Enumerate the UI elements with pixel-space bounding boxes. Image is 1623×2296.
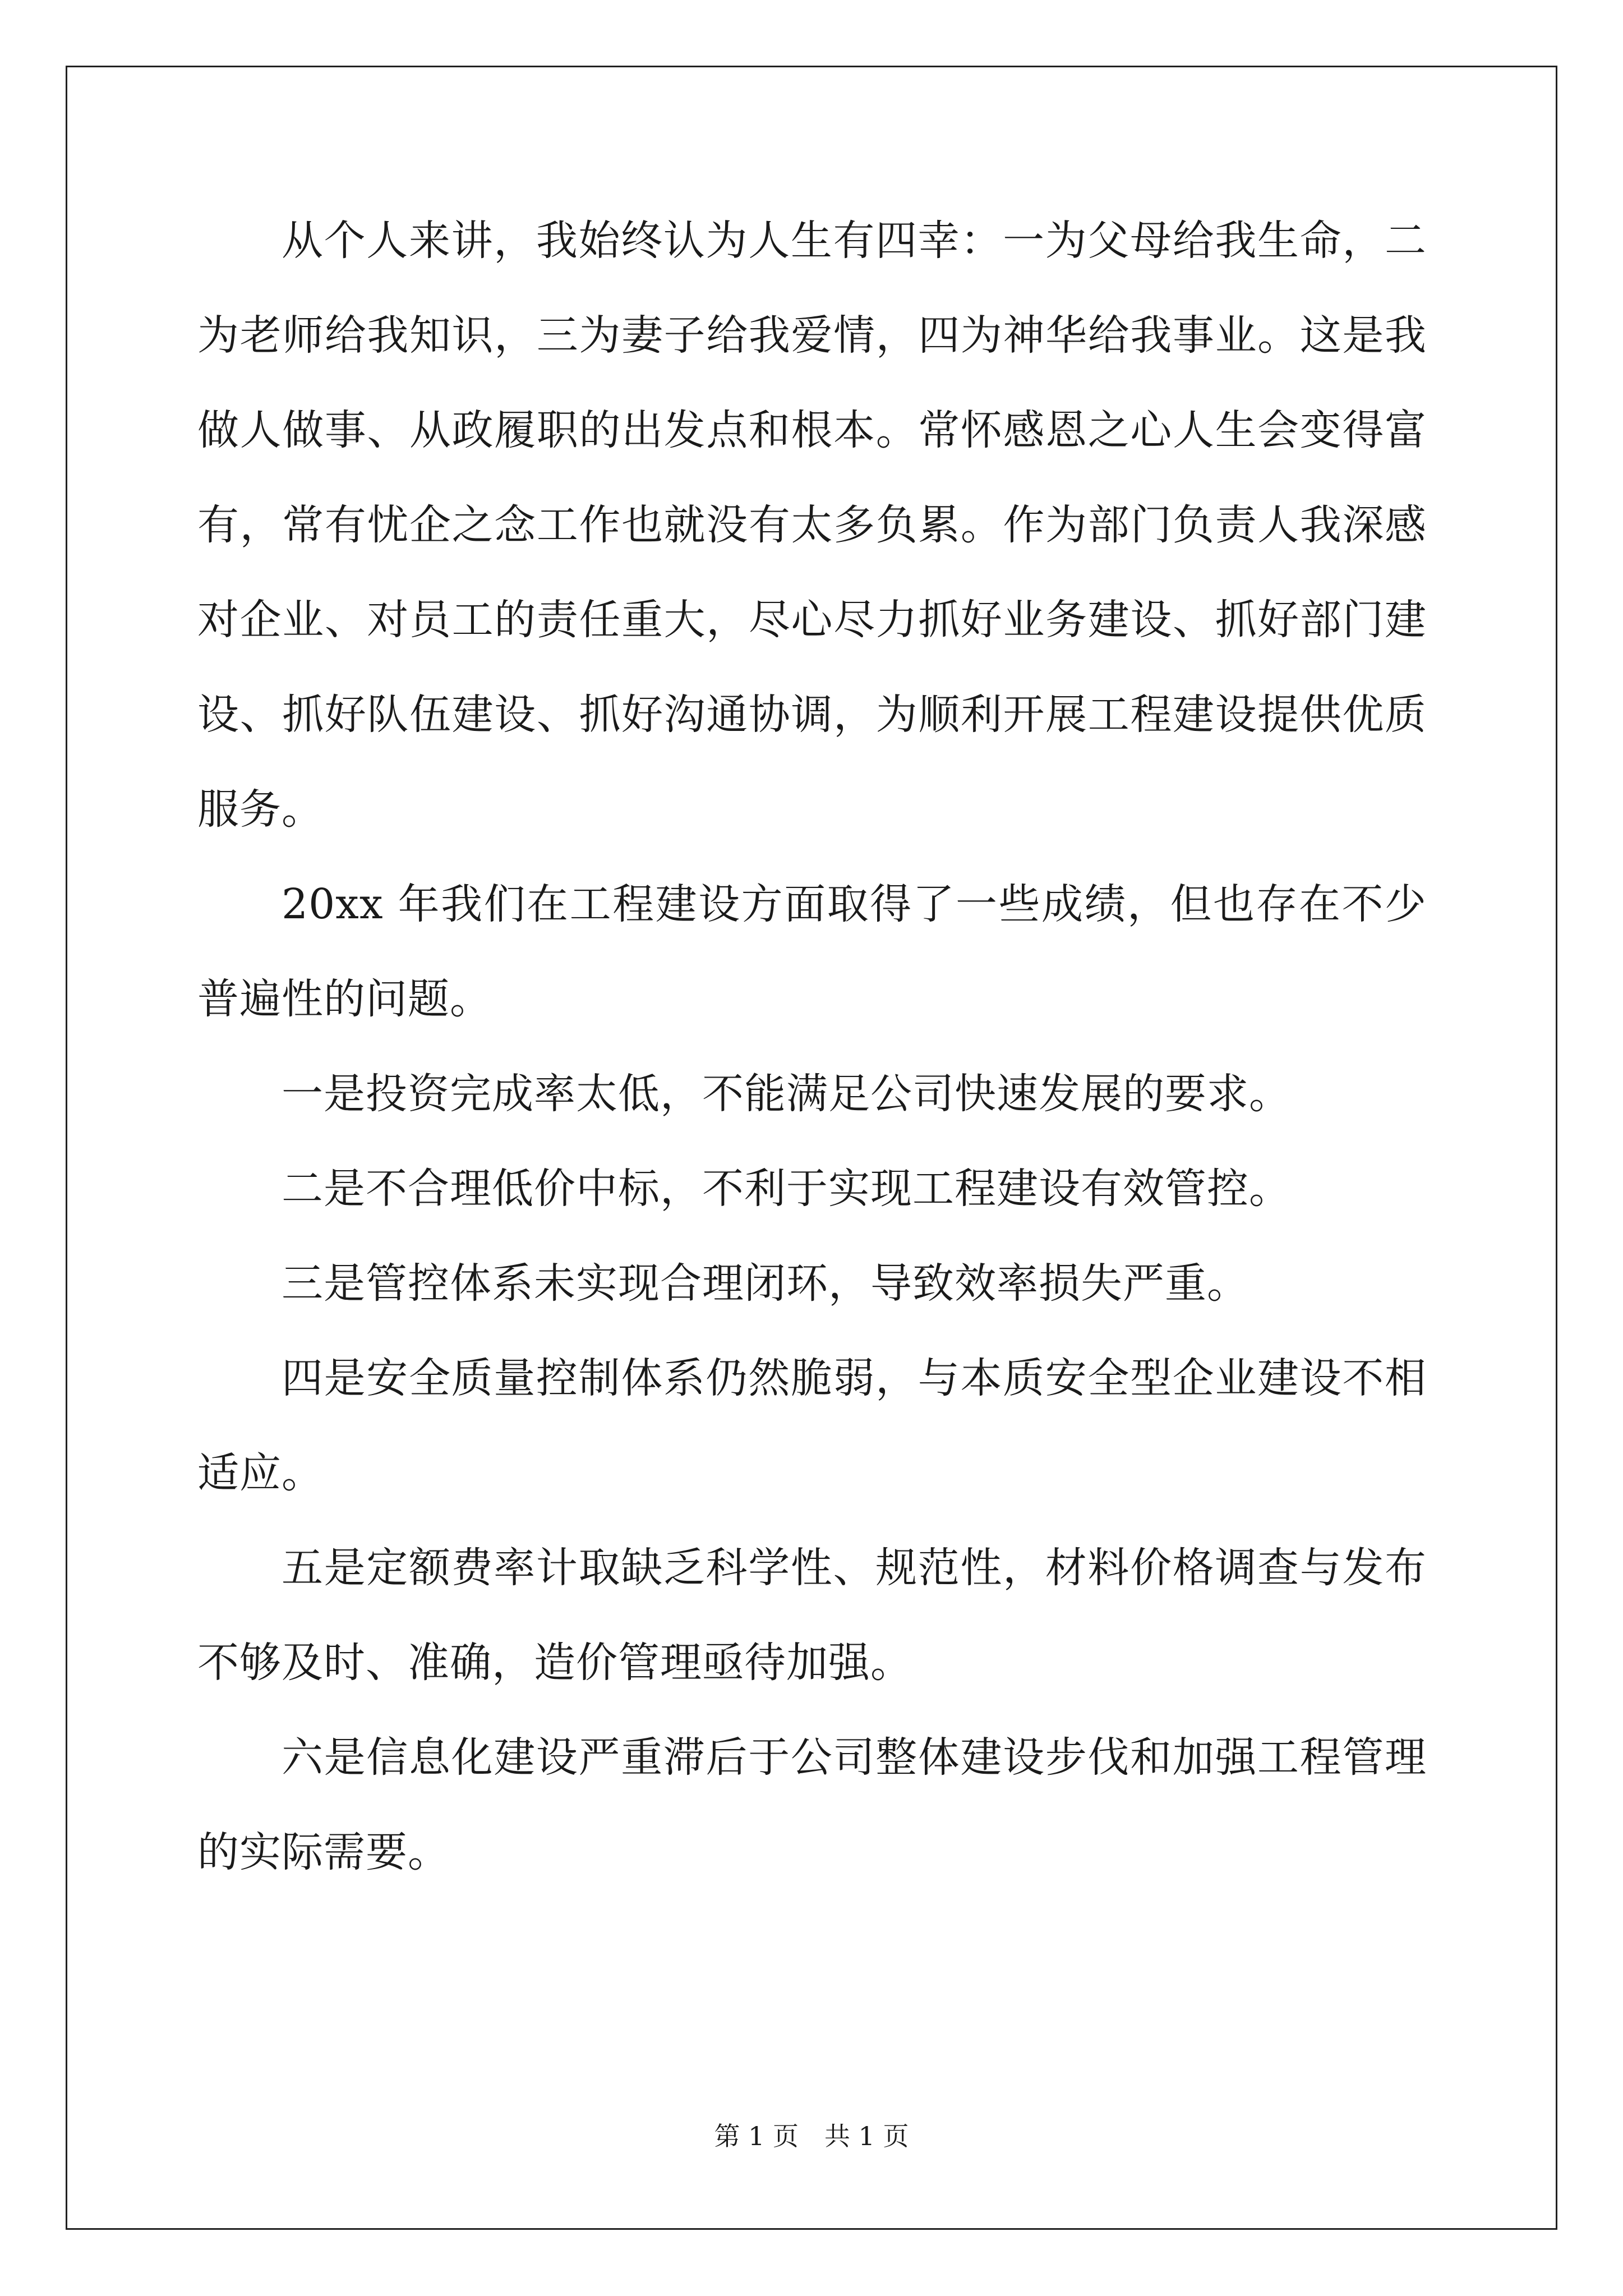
- paragraph-problem-6: 六是信息化建设严重滞后于公司整体建设步伐和加强工程管理的实际需要。: [197, 1733, 1427, 1876]
- document-body: [197, 194, 1427, 1900]
- paragraph-problem-2: 二是不合理低价中标，不利于实现工程建设有效管控。: [282, 1165, 1291, 1213]
- paragraph-problem-1: 一是投资完成率太低，不能满足公司快速发展的要求。: [282, 1070, 1291, 1118]
- paragraph-intro-problems: 20xx 年我们在工程建设方面取得了一些成绩，但也存在不少普遍性的问题。: [197, 880, 1427, 1023]
- page-footer: 第 1 页 共 1 页: [714, 2121, 909, 2151]
- paragraph-problem-5: 五是定额费率计取缺乏科学性、规范性，材料价格调查与发布不够及时、准确，造价管理亟待加强。: [197, 1544, 1427, 1687]
- paragraph-problem-3: 三是管控体系未实现合理闭环，导致效率损失严重。: [282, 1259, 1249, 1308]
- paragraph-gratitude: 从个人来讲，我始终认为人生有四幸：一为父母给我生命，二为老师给我知识，三为妻子给我爱情，四为神华给我事业。这是我做人做事、从政履职的出发点和根本。常怀感恩之心人生会变得富有，常有忧企之念工作也就没有太多负累。作为部门负责人我深感对企业、对员工的责任重大，尽心尽力抓好业务建设、抓好部门建设、抓好队伍建设、抓好沟通协调，为顺利开展工程建设提供优质服务。: [197, 217, 1427, 834]
- paragraph-problem-4: 四是安全质量控制体系仍然脆弱，与本质安全型企业建设不相适应。: [197, 1354, 1427, 1497]
